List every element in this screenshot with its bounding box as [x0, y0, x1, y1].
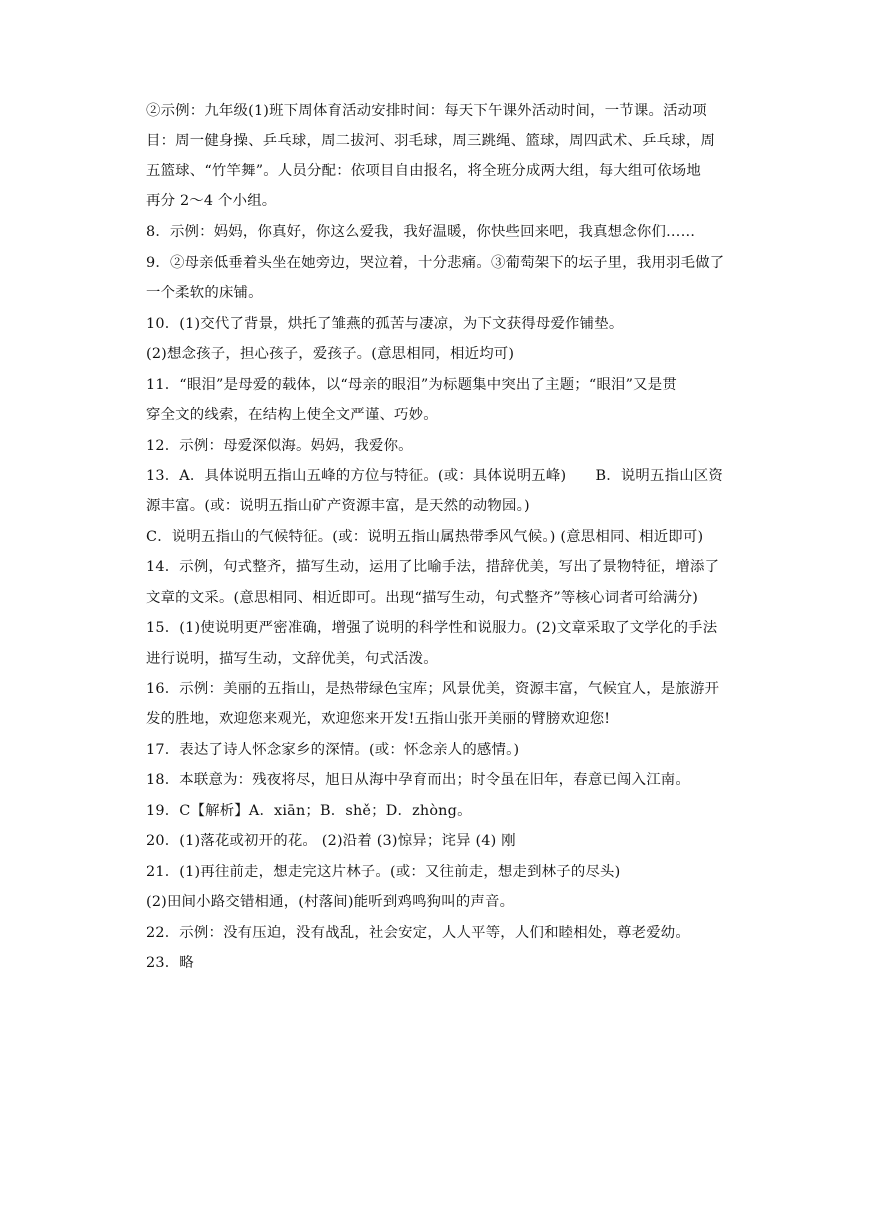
text-line: 15．(1)使说明更严密准确，增强了说明的科学性和说服力。(2)文章采取了文学化的手法	[146, 620, 718, 636]
text-line: 14．示例，句式整齐，描写生动，运用了比喻手法，措辞优美，写出了景物特征，增添了	[146, 559, 720, 575]
text-line: 17．表达了诗人怀念家乡的深情。(或：怀念亲人的感情。)	[146, 742, 520, 758]
text-line: 21．(1)再往前走，想走完这片林子。(或：又往前走，想走到林子的尽头)	[146, 864, 621, 880]
text-line: 8．示例：妈妈，你真好，你这么爱我，我好温暖，你快些回来吧，我真想念你们……	[146, 224, 696, 240]
text-line: 发的胜地，欢迎您来观光，欢迎您来开发!五指山张开美丽的臂膀欢迎您!	[146, 711, 611, 727]
text-line: 16．示例：美丽的五指山，是热带绿色宝库；风景优美，资源丰富，气候宜人，是旅游开	[146, 681, 720, 697]
text-line: 源丰富。(或：说明五指山矿产资源丰富，是天然的动物园。)	[146, 498, 530, 514]
text-line: 18．本联意为：残夜将尽，旭日从海中孕育而出；时令虽在旧年，春意已闯入江南。	[146, 772, 690, 788]
text-line: 文章的文采。(意思相同、相近即可。出现“描写生动，句式整齐”等核心词者可给满分)	[146, 590, 699, 606]
text-line: 12．示例：母爱深似海。妈妈，我爱你。	[146, 438, 413, 454]
text-line: 9．②母亲低垂着头坐在她旁边，哭泣着，十分悲痛。③葡萄架下的坛子里，我用羽毛做了	[146, 255, 725, 271]
text-line: 11．“眼泪”是母爱的载体，以“母亲的眼泪”为标题集中突出了主题；“眼泪”又是贯	[146, 377, 677, 393]
text-line: 19．C【解析】A．xiān；B．shě；D．zhòng。	[146, 803, 472, 819]
text-line: 穿全文的线索，在结构上使全文严谨、巧妙。	[146, 407, 438, 423]
text-line: 再分 2～4 个小组。	[146, 193, 277, 209]
text-line: 20．(1)落花或初开的花。 (2)沿着 (3)惊异；诧异 (4) 刚	[146, 833, 516, 849]
text-line: 进行说明，描写生动，文辞优美，句式活泼。	[146, 651, 438, 667]
text-line: 22．示例：没有压迫，没有战乱，社会安定，人人平等，人们和睦相处，尊老爱幼。	[146, 925, 690, 941]
text-line: 13．A．具体说明五指山五峰的方位与特征。(或：具体说明五峰) B．说明五指山区资	[146, 468, 723, 484]
text-line: (2)田间小路交错相通，(村落间)能听到鸡鸣狗叫的声音。	[146, 894, 515, 910]
text-line: 10．(1)交代了背景，烘托了雏燕的孤苦与凄凉，为下文获得母爱作铺垫。	[146, 316, 624, 332]
text-line: 目：周一健身操、乒乓球，周二拔河、羽毛球，周三跳绳、篮球，周四武术、乒乓球，周	[146, 133, 716, 149]
text-line: 五篮球、“竹竿舞”。人员分配：依项目自由报名，将全班分成两大组，每大组可依场地	[146, 163, 701, 179]
text-line: C．说明五指山的气候特征。(或：说明五指山属热带季风气候。) (意思相同、相近即可)	[146, 529, 704, 545]
text-line: (2)想念孩子，担心孩子，爱孩子。(意思相同，相近均可)	[146, 346, 515, 362]
text-line: ②示例：九年级(1)班下周体育活动安排时间：每天下午课外活动时间，一节课。活动项	[146, 103, 707, 119]
text-line: 23．略	[146, 955, 194, 971]
text-line: 一个柔软的床铺。	[146, 285, 263, 301]
